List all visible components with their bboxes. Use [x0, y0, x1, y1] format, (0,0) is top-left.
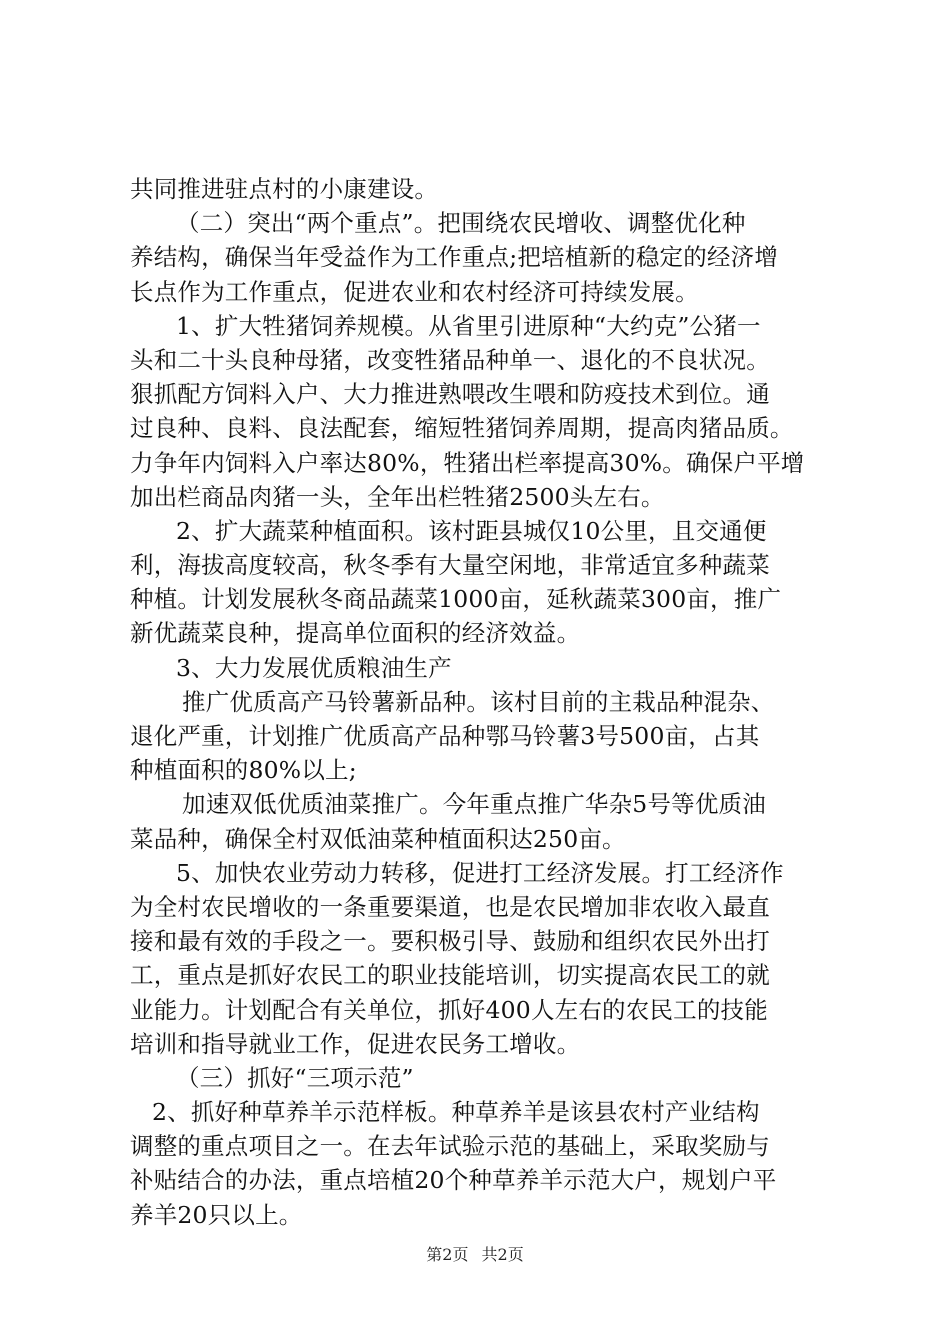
text-line: 推广优质高产马铃薯新品种。该村目前的主栽品种混杂、 — [182, 687, 775, 716]
text-line: 为全村农民增收的一条重要渠道，也是农民增加非农收入最直 — [130, 892, 770, 921]
text-line: 培训和指导就业工作，促进农民务工增收。 — [130, 1029, 581, 1058]
text-line: 利，海拔高度较高，秋冬季有大量空闲地，非常适宜多种蔬菜 — [130, 551, 770, 580]
text-line: 工，重点是抓好农民工的职业技能培训，切实提高农民工的就 — [130, 961, 770, 990]
text-line: 加速双低优质油菜推广。今年重点推广华杂5号等优质油 — [182, 790, 766, 819]
text-line: 种植面积的80%以上; — [130, 756, 357, 785]
text-line: 养结构，确保当年受益作为工作重点;把培植新的稳定的经济增 — [130, 243, 779, 272]
text-line: 力争年内饲料入户率达80%，牲猪出栏率提高30%。确保户平增 — [130, 448, 805, 477]
text-line: 业能力。计划配合有关单位，抓好400人左右的农民工的技能 — [130, 995, 768, 1024]
text-line: 退化严重，计划推广优质高产品种鄂马铃薯3号500亩，占其 — [130, 722, 760, 750]
text-line: 狠抓配方饲料入户、大力推进熟喂改生喂和防疫技术到位。通 — [130, 380, 770, 409]
text-line: 1、扩大牲猪饲养规模。从省里引进原种“大约克”公猪一 — [176, 311, 761, 340]
text-line: 补贴结合的办法，重点培植20个种草养羊示范大户，规划户平 — [130, 1166, 777, 1195]
text-line: 3、大力发展优质粮油生产 — [176, 653, 452, 682]
text-line: 新优蔬菜良种，提高单位面积的经济效益。 — [130, 619, 581, 648]
text-line: 头和二十头良种母猪，改变牲猪品种单一、退化的不良状况。 — [130, 345, 770, 374]
text-line: 加出栏商品肉猪一头，全年出栏牲猪2500头左右。 — [130, 482, 665, 511]
text-line: 共同推进驻点村的小康建设。 — [130, 175, 439, 203]
text-line: 种植。计划发展秋冬商品蔬菜1000亩，延秋蔬菜300亩，推广 — [130, 585, 782, 614]
page-number: 第2页 — [426, 1245, 469, 1264]
text-line: （二）突出“两个重点”。把围绕农民增收、调整优化种 — [176, 209, 746, 238]
text-line: （三）抓好“三项示范” — [176, 1063, 414, 1092]
text-line: 2、抓好种草养羊示范样板。种草养羊是该县农村产业结构 — [152, 1098, 760, 1127]
text-line: 接和最有效的手段之一。要积极引导、鼓励和组织农民外出打 — [130, 927, 770, 956]
text-line: 调整的重点项目之一。在去年试验示范的基础上，采取奖励与 — [130, 1132, 770, 1161]
text-line: 菜品种，确保全村双低油菜种植面积达250亩。 — [130, 824, 626, 853]
text-line: 5、加快农业劳动力转移，促进打工经济发展。打工经济作 — [176, 858, 784, 887]
text-line: 过良种、良料、良法配套，缩短牲猪饲养周期，提高肉猪品质。 — [130, 414, 794, 443]
page-footer — [0, 1245, 950, 1265]
text-line: 长点作为工作重点，促进农业和农村经济可持续发展。 — [130, 277, 699, 306]
page-total: 共2页 — [481, 1245, 524, 1264]
text-line: 2、扩大蔬菜种植面积。该村距县城仅10公里，且交通便 — [176, 516, 767, 545]
document-body — [130, 172, 830, 1232]
text-line: 养羊20只以上。 — [130, 1200, 303, 1229]
